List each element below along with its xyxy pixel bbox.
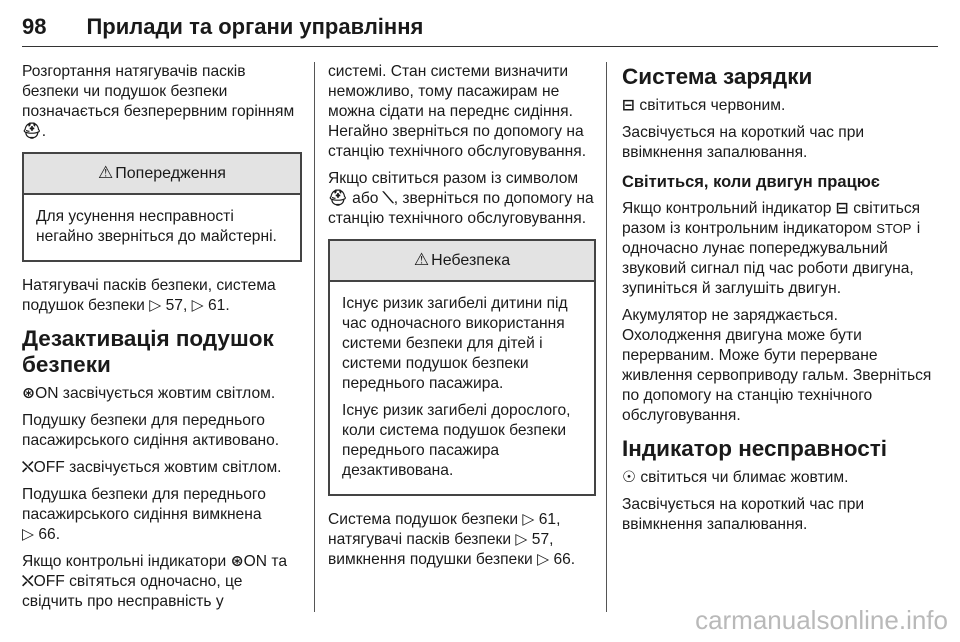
warning-box-header: ⚠ Попередження xyxy=(24,154,300,195)
paragraph: ⊟ світиться червоним. xyxy=(622,97,786,114)
page-ref-link[interactable]: 66. xyxy=(553,551,576,568)
page-header xyxy=(22,14,938,47)
airbag-on-icon: ⊛ xyxy=(22,385,36,402)
danger-box xyxy=(328,239,596,496)
page-ref-icon: ▷ xyxy=(522,511,535,528)
paragraph: системі. Стан системи визначити неможливо, тому пасажирам не можна сідати на переднє сидіння. Негайно зверніться по допомогу на станцію технічного обслуговування. xyxy=(328,63,587,160)
column-divider xyxy=(314,62,315,612)
stop-icon: STOP xyxy=(876,221,912,236)
paragraph: Подушка безпеки для переднього пасажирського сидіння вимкнена ▷ 66. xyxy=(22,486,266,543)
battery-icon: ⊟ xyxy=(835,200,849,217)
column-1 xyxy=(22,62,302,619)
page-ref-link[interactable]: 57, xyxy=(165,297,188,314)
page-ref-link[interactable]: 61, xyxy=(538,511,561,528)
seatbelt-icon: ⟍ xyxy=(382,190,394,207)
page-number: 98 xyxy=(22,14,47,39)
paragraph: Якщо контрольні індикатори ⊛ON та ⛌OFF світяться одночасно, це свідчить про несправність у xyxy=(22,553,288,610)
column-3 xyxy=(622,62,940,542)
page-ref-link[interactable]: 66. xyxy=(38,526,61,543)
page-ref-link[interactable]: 61. xyxy=(207,297,230,314)
page-ref-link[interactable]: 57, xyxy=(531,531,554,548)
page-ref-icon: ▷ xyxy=(149,297,162,314)
danger-box-body: Існує ризик загибелі дитини під час одночасного використання системи безпеки для дітей і системи подушок безпеки переднього пасажира. Існує ризик загибелі дорослого, коли система подушок безпеки переднього пасажира дезактивована. xyxy=(342,295,571,479)
paragraph: ⊛ON засвічується жовтим світлом. xyxy=(22,385,276,402)
airbag-on-icon: ⊛ xyxy=(230,553,244,570)
paragraph: ⛌OFF засвічується жовтим світлом. xyxy=(22,459,282,476)
paragraph: Засвічується на короткий час при ввімкнення запалювання. xyxy=(622,124,865,161)
page-ref-icon: ▷ xyxy=(22,526,34,543)
paragraph: Засвічується на короткий час при ввімкнення запалювання. xyxy=(622,496,865,533)
warning-box xyxy=(22,152,302,262)
column-divider xyxy=(606,62,607,612)
seatbelt-airbag-icon: ⛑ xyxy=(22,123,42,140)
page-ref-icon: ▷ xyxy=(191,297,204,314)
column-2 xyxy=(328,62,596,577)
page-ref-icon: ▷ xyxy=(537,551,550,568)
paragraph: Акумулятор не заряджається. Охолодження двигуна може бути перерваним. Може бути перерване живлення сервоприводу гальм. Зверніться по допомогу на станцію технічного обслуговування. xyxy=(622,307,932,424)
paragraph: Подушку безпеки для переднього пасажирського сидіння активовано. xyxy=(22,412,280,449)
danger-box-header: ⚠ Небезпека xyxy=(330,241,594,282)
battery-icon: ⊟ xyxy=(622,97,636,114)
subsection-heading: Світиться, коли двигун працює xyxy=(622,173,880,191)
seatbelt-airbag-icon: ⛑ xyxy=(328,190,348,207)
section-heading: Дезактивація подушок безпеки xyxy=(22,326,274,377)
warning-triangle-icon: ⚠ xyxy=(413,250,430,269)
warning-triangle-icon: ⚠ xyxy=(98,163,114,182)
paragraph: Якщо світиться разом із символом ⛑ або ⟍, зверніться по допомогу на станцію технічного обслуговування. xyxy=(328,170,594,227)
airbag-off-icon: ⛌ xyxy=(22,573,34,590)
section-heading: Індикатор несправності xyxy=(622,436,888,461)
watermark: carmanualsonline.info xyxy=(695,605,948,635)
airbag-off-icon: ⛌ xyxy=(22,459,34,476)
page-ref-icon: ▷ xyxy=(515,531,528,548)
page-title: Прилади та органи управління xyxy=(86,14,424,39)
section-heading: Система зарядки xyxy=(622,64,813,89)
engine-malfunction-icon: ☉ xyxy=(622,469,636,486)
paragraph: ☉ світиться чи блимає жовтим. xyxy=(622,469,849,486)
paragraph: Якщо контрольний індикатор ⊟ світиться разом із контрольним індикатором STOP і одночасно лунає попереджувальний звуковий сигнал під час роботи двигуна, зупиніться й заглушіть двигун. xyxy=(622,200,921,297)
paragraph: Система подушок безпеки ▷ 61, натягувачі пасків безпеки ▷ 57, вимкнення подушки безпеки ▷ 66. xyxy=(328,511,576,568)
warning-box-body: Для усунення несправності негайно зверніться до майстерні. xyxy=(36,208,277,245)
paragraph: Розгортання натягувачів пасків безпеки чи подушок безпеки позначається безперервним горінням ⛑. xyxy=(22,63,295,140)
paragraph: Натягувачі пасків безпеки, система подушок безпеки ▷ 57, ▷ 61. xyxy=(22,277,276,314)
